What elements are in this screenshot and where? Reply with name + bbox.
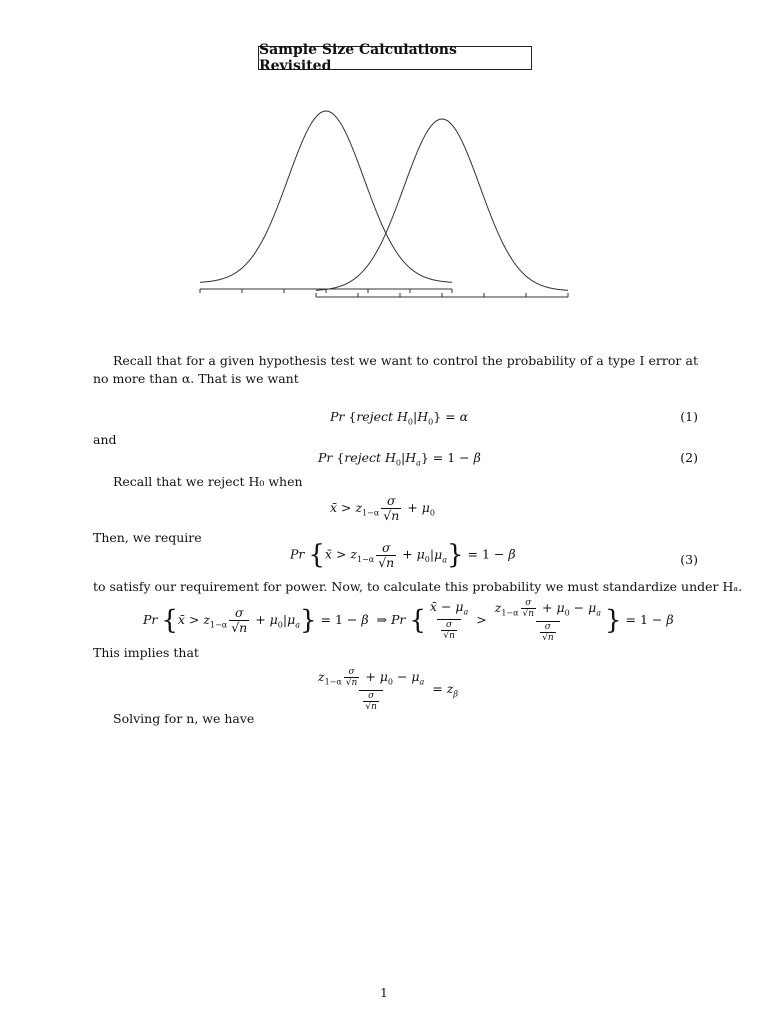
- page-title-text: Sample Size Calculations Revisited: [259, 42, 457, 74]
- rejection-rule-equation: x̄ > $z_{1-\alpha}$ $\frac{\sigma}{√n}$ + $\mu_0$: [330, 493, 435, 523]
- alternative-axis: [316, 293, 568, 297]
- paragraph-type-one-error: Recall that for a given hypothesis test we want to control the probability of a type I error at no more than α. That is we want: [93, 353, 698, 386]
- page-title: [258, 42, 532, 74]
- paragraph-reject-h0: Recall that we reject H₀ when: [113, 474, 303, 489]
- standardization-equation: Pr {x̄ > $z_{1-\alpha}$ $\frac{\sigma}{√n}$ + $\mu_0|\mu_a\} = 1 - \beta$ ⇒ Pr { $\frac{x̄ - \mu_a}{\frac{\sigma}{√n}}$ > $z_{1-\alpha}$ $\frac{\sigma}{√n}$ + $\mu_0 - \mu_a$ $\frac{\sigma}{√n}$ } = 1 − β: [143, 598, 674, 643]
- equation-1: Pr {reject $H_0|H_0\} = \alpha$: [330, 409, 469, 427]
- paragraph-implies: This implies that: [93, 645, 199, 660]
- equation-2: Pr {reject $H_0|H_a\} = 1 - \beta$: [318, 450, 481, 468]
- paragraph-solving: Solving for n, we have: [113, 711, 255, 726]
- equation-1-number: (1): [680, 409, 698, 424]
- text-and: and: [93, 432, 117, 447]
- alternative-distribution-curve: [316, 119, 568, 290]
- page-number: 1: [380, 986, 388, 1000]
- paragraph-then-require: Then, we require: [93, 530, 202, 545]
- paragraph-standardize: to satisfy our requirement for power. Now, to calculate this probability we must standardize under Hₐ.: [93, 579, 743, 594]
- null-distribution-curve: [200, 111, 452, 282]
- normal-curves-figure: [190, 100, 580, 310]
- null-axis: [200, 289, 452, 293]
- equation-3-number: (3): [680, 552, 698, 567]
- equation-2-number: (2): [680, 450, 698, 465]
- equation-3: Pr {x̄ > $z_{1-\alpha}$ $\frac{\sigma}{√n}$ + $\mu_0|\mu_a\} = 1 - \beta$: [290, 539, 516, 570]
- z-beta-equation: $z_{1-\alpha}$ $\frac{\sigma}{√n}$ + $\mu_0 - \mu_a$ $\frac{\sigma}{√n}$ = $z_\beta$: [318, 667, 458, 712]
